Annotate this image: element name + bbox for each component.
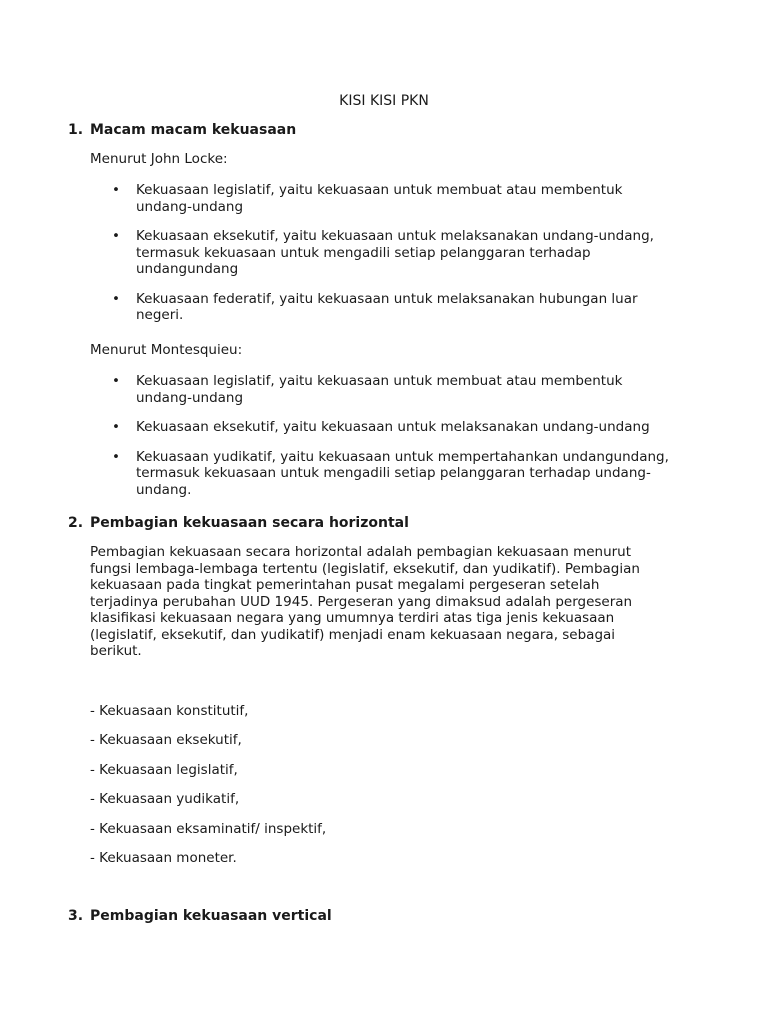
- section-3-title: Pembagian kekuasaan vertical: [90, 908, 332, 924]
- bullet-icon: •: [112, 448, 120, 465]
- list-item: - Kekuasaan moneter.: [90, 850, 237, 866]
- list-item: [90, 228, 680, 278]
- list-item-text: Kekuasaan legislatif, yaitu kekuasaan untuk membuat atau membentuk undang-undang: [136, 373, 623, 406]
- bullet-icon: •: [112, 182, 120, 198]
- list-item: [90, 182, 680, 215]
- list-item-text: Kekuasaan eksekutif, yaitu kekuasaan untuk melaksanakan undang-undang, termasuk kekuasaan untuk mengadili setiap pelanggaran terhadap undangundang: [136, 228, 654, 277]
- list-item-text: Kekuasaan legislatif, yaitu kekuasaan untuk membuat atau membentuk undang-undang: [136, 182, 623, 215]
- bullet-icon: •: [112, 419, 120, 435]
- section-2-title: Pembagian kekuasaan secara horizontal: [90, 515, 409, 531]
- section-1-heading: [68, 122, 296, 139]
- list-item: - Kekuasaan konstitutif,: [90, 703, 249, 719]
- bullet-icon: •: [112, 290, 120, 307]
- list-item: [90, 291, 680, 324]
- bullet-icon: •: [112, 373, 120, 389]
- section-2-heading: [68, 515, 409, 532]
- john-locke-intro: Menurut John Locke:: [90, 151, 228, 167]
- list-item: [90, 449, 680, 499]
- section-3-heading: [68, 908, 332, 925]
- list-item: - Kekuasaan legislatif,: [90, 762, 238, 778]
- list-item: - Kekuasaan yudikatif,: [90, 791, 240, 807]
- section-2-number: 2.: [68, 515, 84, 531]
- horizontal-paragraph: Pembagian kekuasaan secara horizontal adalah pembagian kekuasaan menurut fungsi lembaga-lembaga tertentu (legislatif, eksekutif, dan yudikatif). Pembagian kekuasaan pada tingkat pemerintahan pusat megalami pergeseran setelah terjadinya perubahan UUD 1945. Pergeseran yang dimaksud adalah pergeseran klasifikasi kekuasaan negara yang umumnya terdiri atas tiga jenis kekuasaan (legislatif, eksekutif, dan yudikatif) menjadi enam kekuasaan negara, sebagai berikut.: [90, 544, 640, 659]
- bullet-icon: •: [112, 228, 120, 244]
- document-title: KISI KISI PKN: [339, 93, 429, 109]
- montesquieu-intro: Menurut Montesquieu:: [90, 342, 243, 358]
- list-item-text: Kekuasaan eksekutif, yaitu kekuasaan untuk melaksanakan undang-undang: [136, 419, 650, 435]
- section-3-number: 3.: [68, 908, 84, 924]
- list-item-text: Kekuasaan yudikatif, yaitu kekuasaan untuk mempertahankan undangundang, termasuk kekuasaan untuk mengadili setiap pelanggaran terhadap undang-undang.: [136, 448, 669, 498]
- list-item: [90, 373, 680, 406]
- list-item: - Kekuasaan eksaminatif/ inspektif,: [90, 821, 327, 837]
- list-item: [90, 419, 680, 436]
- section-1-number: 1.: [68, 122, 84, 138]
- section-1-title: Macam macam kekuasaan: [90, 122, 297, 138]
- list-item-text: Kekuasaan federatif, yaitu kekuasaan untuk melaksanakan hubungan luar negeri.: [136, 290, 638, 323]
- montesquieu-list: [90, 373, 680, 511]
- list-item: - Kekuasaan eksekutif,: [90, 732, 242, 748]
- john-locke-list: [90, 182, 680, 337]
